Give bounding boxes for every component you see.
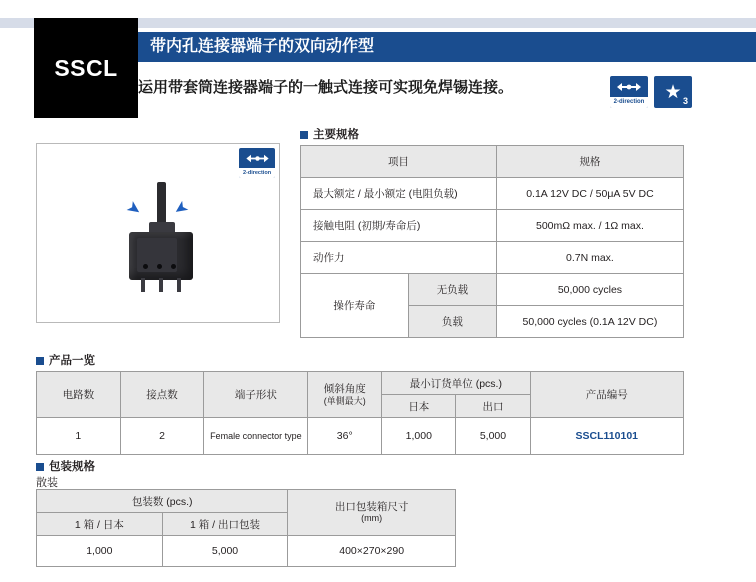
star-rating-badge bbox=[654, 76, 692, 108]
table-row bbox=[301, 178, 684, 210]
ov-cell-circuits: 1 bbox=[37, 418, 121, 455]
page-header bbox=[0, 0, 756, 118]
spec-item-rating: 最大额定 / 最小额定 (电阻负载) bbox=[301, 178, 497, 210]
spec-item-operating-force: 动作力 bbox=[301, 242, 497, 274]
pack-header-count: 包装数 (pcs.) bbox=[37, 490, 288, 513]
page-subtitle: 运用带套筒连接器端子的一触式连接可实现免焊锡连接。 bbox=[138, 79, 514, 96]
ov-header-tilt-angle-note: (单側最大) bbox=[323, 396, 366, 407]
product-photo bbox=[119, 182, 203, 302]
pack-cell-box-size: 400×270×290 bbox=[288, 536, 456, 567]
product-series-code: SSCL bbox=[54, 55, 118, 81]
ov-cell-part-number: SSCL110101 bbox=[530, 418, 683, 455]
section-heading-product-list: 产品一览 bbox=[36, 352, 95, 368]
pack-header-box-size-unit: (mm) bbox=[361, 513, 383, 524]
switch-pin bbox=[159, 278, 163, 292]
table-row bbox=[37, 418, 684, 455]
spec-value-rating: 0.1A 12V DC / 50μA 5V DC bbox=[496, 178, 683, 210]
switch-lever bbox=[157, 182, 166, 224]
pack-cell-count-export: 5,000 bbox=[162, 536, 288, 567]
product-image-box bbox=[36, 143, 280, 323]
two-direction-badge bbox=[610, 76, 648, 108]
spec-header-value: 规格 bbox=[496, 146, 683, 178]
star-icon: ★ bbox=[664, 81, 682, 103]
spec-value-contact-resistance: 500mΩ max. / 1Ω max. bbox=[496, 210, 683, 242]
spec-item-contact-resistance: 接触电阻 (初期/寿命后) bbox=[301, 210, 497, 242]
section-bullet-icon bbox=[36, 463, 44, 471]
ov-header-tilt-angle bbox=[308, 372, 382, 418]
ov-header-tilt-angle-main: 倾斜角度 bbox=[323, 383, 366, 396]
spec-life-value-load: 50,000 cycles (0.1A 12V DC) bbox=[496, 306, 683, 338]
packing-table bbox=[36, 489, 456, 567]
table-header-row bbox=[301, 146, 684, 178]
ov-header-moq-export: 出口 bbox=[456, 395, 530, 418]
spec-value-operating-force: 0.7N max. bbox=[496, 242, 683, 274]
table-row bbox=[37, 536, 456, 567]
section-bullet-icon bbox=[300, 131, 308, 139]
section-bullet-icon bbox=[36, 357, 44, 365]
table-row bbox=[301, 242, 684, 274]
ov-header-moq: 最小订货单位 (pcs.) bbox=[382, 372, 530, 395]
spec-header-item: 项目 bbox=[301, 146, 497, 178]
ov-cell-moq-japan: 1,000 bbox=[382, 418, 456, 455]
star-badge-number: 3 bbox=[682, 96, 688, 106]
spec-item-operating-life: 操作寿命 bbox=[301, 274, 409, 338]
switch-pin bbox=[177, 278, 181, 292]
ov-header-terminal-shape: 端子形状 bbox=[204, 372, 308, 418]
switch-pin bbox=[141, 278, 145, 292]
ov-cell-moq-export: 5,000 bbox=[456, 418, 530, 455]
packing-type-label: 散装 bbox=[36, 477, 58, 489]
spec-life-value-no-load: 50,000 cycles bbox=[496, 274, 683, 306]
pack-header-count-export: 1 箱 / 出口包装 bbox=[162, 513, 288, 536]
spec-life-condition-load: 负载 bbox=[408, 306, 496, 338]
pack-header-box-size bbox=[288, 490, 456, 536]
image-two-direction-label: 2-direction bbox=[239, 168, 275, 178]
main-spec-table bbox=[300, 145, 684, 338]
section-heading-main-spec: 主要规格 bbox=[300, 126, 359, 142]
pack-header-count-japan: 1 箱 / 日本 bbox=[37, 513, 163, 536]
ov-header-circuits: 电路数 bbox=[37, 372, 121, 418]
direction-arrow-left-icon: ➤ bbox=[122, 196, 146, 221]
pack-header-box-size-main: 出口包装箱尺寸 bbox=[334, 500, 409, 513]
table-row bbox=[301, 274, 684, 306]
table-header-row bbox=[37, 490, 456, 513]
ov-header-moq-japan: 日本 bbox=[382, 395, 456, 418]
pack-cell-count-japan: 1,000 bbox=[37, 536, 163, 567]
page-title: 带内孔连接器端子的双向动作型 bbox=[150, 38, 375, 55]
product-overview-table bbox=[36, 371, 684, 455]
ov-header-contacts: 接点数 bbox=[120, 372, 204, 418]
image-two-direction-badge bbox=[239, 148, 275, 178]
switch-terminal-hole bbox=[143, 264, 148, 269]
section-heading-packing-spec: 包装规格 bbox=[36, 458, 95, 474]
table-header-row bbox=[37, 372, 684, 395]
ov-cell-tilt-angle: 36° bbox=[308, 418, 382, 455]
ov-cell-terminal-shape: Female connector type bbox=[204, 418, 308, 455]
table-row bbox=[301, 210, 684, 242]
spec-life-condition-no-load: 无负载 bbox=[408, 274, 496, 306]
switch-terminal-hole bbox=[157, 264, 162, 269]
direction-arrow-right-icon: ➤ bbox=[169, 196, 193, 221]
ov-cell-contacts: 2 bbox=[120, 418, 204, 455]
two-direction-badge-label: 2-direction bbox=[610, 97, 648, 108]
switch-terminal-hole bbox=[171, 264, 176, 269]
two-direction-icon bbox=[610, 76, 648, 97]
ov-header-part-number: 产品编号 bbox=[530, 372, 683, 418]
image-two-direction-icon bbox=[239, 148, 275, 168]
